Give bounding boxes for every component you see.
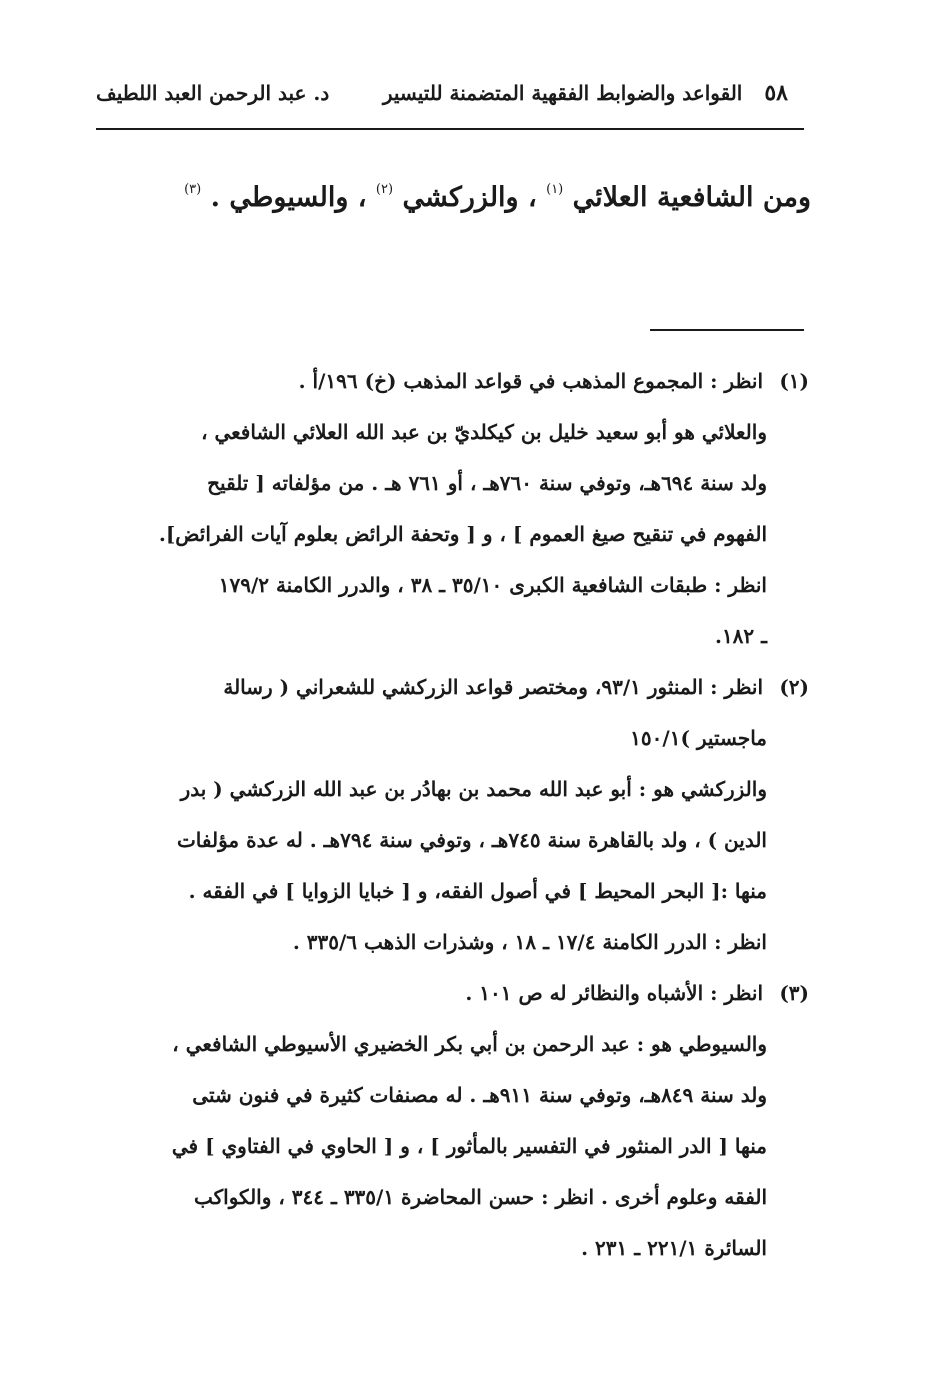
author-name: د. عبد الرحمن العبد اللطيف — [96, 81, 330, 105]
page-number: ٥٨ — [764, 80, 788, 106]
footnote-ref-1: (١) — [546, 182, 564, 197]
footnote-1-line-1 — [96, 356, 809, 407]
header-rule — [96, 128, 804, 130]
main-text-part-1: ومن الشافعية العلائي — [572, 182, 811, 213]
footnote-3-number: (٣) — [779, 981, 809, 1005]
footnote-ref-2: (٢) — [375, 182, 394, 197]
footnote-rule — [650, 329, 804, 331]
footnote-3-line-3: ولد سنة ٨٤٩هـ، وتوفي سنة ٩١١هـ . له مصنفات كثيرة في فنون شتى — [192, 1083, 767, 1107]
footnote-1-line-3: ولد سنة ٦٩٤هـ، وتوفي سنة ٧٦٠هـ ، أو ٧٦١ هـ . من مؤلفاته [ تلقيح — [207, 471, 767, 495]
footnote-3-line-1 — [96, 968, 809, 1019]
footnote-2-line-2: ماجستير )١٥٠/١ — [630, 726, 767, 750]
footnote-1-line-6: ـ ١٨٢. — [714, 624, 767, 648]
main-text-part-2: ، والزركشي — [402, 182, 537, 213]
book-title: القواعد والضوابط الفقهية المتضمنة للتيسير — [382, 81, 743, 105]
main-text-part-3: ، والسيوطي . — [210, 182, 367, 213]
footnote-3-line-5: الفقه وعلوم أخرى . انظر : حسن المحاضرة ٣٣٥/١ ـ ٣٤٤ ، والكواكب — [193, 1185, 767, 1209]
footnote-2-number: (٢) — [779, 675, 809, 699]
footnote-2-text: انظر : المنثور ٩٣/١، ومختصر قواعد الزركشي للشعراني ( رسالة — [223, 675, 763, 699]
footnote-3-line-2: والسيوطي هو : عبد الرحمن بن أبي بكر الخضيري الأسيوطي الشافعي ، — [172, 1032, 767, 1056]
footnote-2-line-3: والزركشي هو : أبو عبد الله محمد بن بهادُر بن عبد الله الزركشي ( بدر — [180, 777, 767, 801]
footnote-1-line-5: انظر : طبقات الشافعية الكبرى ٣٥/١٠ ـ ٣٨ ، والدرر الكامنة ١٧٩/٢ — [218, 573, 767, 597]
footnote-1-line-2: والعلائي هو أبو سعيد خليل بن كيكلديّ بن عبد الله العلائي الشافعي ، — [201, 420, 767, 444]
footnote-2-line-4: الدين ) ، ولد بالقاهرة سنة ٧٤٥هـ ، وتوفي سنة ٧٩٤هـ . له عدة مؤلفات — [176, 828, 767, 852]
footnote-3-line-6: السائرة ٢٢١/١ ـ ٢٣١ . — [581, 1236, 767, 1260]
main-paragraph — [171, 172, 811, 224]
footnote-ref-3: (٣) — [184, 182, 202, 197]
footnote-3-text: انظر : الأشباه والنظائر له ص ١٠١ . — [465, 981, 763, 1005]
footnote-2-line-6: انظر : الدرر الكامنة ١٧/٤ ـ ١٨ ، وشذرات الذهب ٣٣٥/٦ . — [292, 930, 767, 954]
footnotes — [96, 356, 809, 1274]
footnote-1-number: (١) — [779, 369, 809, 393]
running-header — [96, 80, 788, 116]
footnote-2-line-1 — [96, 662, 809, 713]
footnote-1-line-4: الفهوم في تنقيح صيغ العموم ] ، و [ وتحفة الرائض بعلوم آيات الفرائض]. — [158, 522, 767, 546]
footnote-3-line-4: منها [ الدر المنثور في التفسير بالمأثور ] ، و [ الحاوي في الفتاوي ] في — [171, 1134, 767, 1158]
footnote-1-text: انظر : المجموع المذهب في قواعد المذهب (خ) ١٩٦/أ . — [298, 369, 763, 393]
footnote-2-line-5: منها :[ البحر المحيط ] في أصول الفقه، و [ خبايا الزوايا ] في الفقه . — [188, 879, 767, 903]
